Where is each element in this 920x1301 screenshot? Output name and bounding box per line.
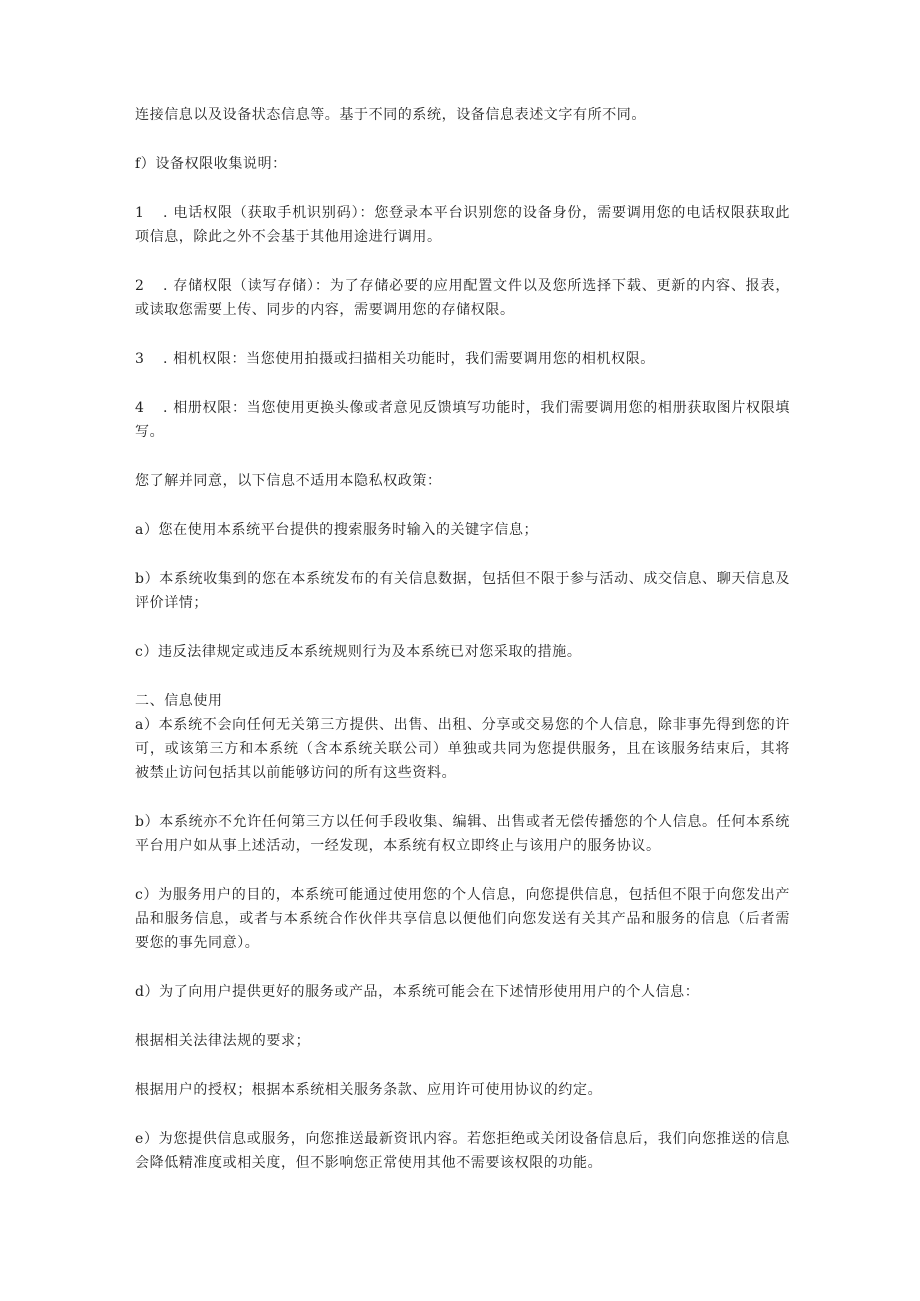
paragraph-use-d: d）为了向用户提供更好的服务或产品，本系统可能会在下述情形使用用户的个人信息：: [135, 984, 700, 1000]
list-text: . 相机权限：当您使用拍摄或扫描相关功能时，我们需要调用您的相机权限。: [163, 351, 655, 367]
list-text: . 存储权限（读写存储）：为了存储必要的应用配置文件以及您所选择下载、更新的内容、报表，或读取您需要上传、同步的内容，需要调用您的存储权限。: [135, 278, 790, 318]
paragraph-use-d-item-1: 根据相关法律法规的要求；: [135, 1033, 311, 1049]
section-heading-info-use: 二、信息使用: [135, 693, 223, 709]
paragraph-use-a: a）本系统不会向任何无关第三方提供、出售、出租、分享或交易您的个人信息，除非事先得到您的许可，或该第三方和本系统（含本系统关联公司）单独或共同为您提供服务，且在该服务结束后，其将被禁止访问包括其以前能够访问的所有这些资料。: [135, 717, 790, 781]
list-number: 4: [135, 400, 145, 416]
list-number: 2: [135, 278, 145, 294]
paragraph-album-permission: [135, 396, 790, 444]
list-text: . 电话权限（获取手机识别码）：您登录本平台识别您的设备身份，需要调用您的电话权限获取此项信息，除此之外不会基于其他用途进行调用。: [135, 205, 790, 245]
paragraph-permission-heading: f）设备权限收集说明：: [135, 156, 287, 172]
list-number: 3: [135, 351, 145, 367]
paragraph-use-b: b）本系统亦不允许任何第三方以任何手段收集、编辑、出售或者无偿传播您的个人信息。任何本系统平台用户如从事上述活动，一经发现，本系统有权立即终止与该用户的服务协议。: [135, 814, 790, 854]
paragraph-storage-permission: [135, 274, 790, 322]
paragraph-exclusion-a: a）您在使用本系统平台提供的搜索服务时输入的关键字信息；: [135, 522, 539, 538]
paragraph-use-d-item-2: 根据用户的授权；根据本系统相关服务条款、应用许可使用协议的约定。: [135, 1082, 603, 1098]
list-number: 1: [135, 205, 145, 221]
paragraph-exclusion-b: b）本系统收集到的您在本系统发布的有关信息数据，包括但不限于参与活动、成交信息、聊天信息及评价详情；: [135, 571, 790, 611]
paragraph-use-c: c）为服务用户的目的，本系统可能通过使用您的个人信息，向您提供信息，包括但不限于向您发出产品和服务信息，或者与本系统合作伙伴共享信息以便他们向您发送有关其产品和服务的信息（后者需要您的事先同意）。: [135, 887, 790, 951]
paragraph-device-info-tail: 连接信息以及设备状态信息等。基于不同的系统，设备信息表述文字有所不同。: [135, 107, 646, 123]
paragraph-exclusions-intro: 您了解并同意，以下信息不适用本隐私权政策：: [135, 473, 442, 489]
paragraph-use-e: e）为您提供信息或服务，向您推送最新资讯内容。若您拒绝或关闭设备信息后，我们向您推送的信息会降低精准度或相关度，但不影响您正常使用其他不需要该权限的功能。: [135, 1131, 790, 1171]
paragraph-camera-permission: [135, 347, 790, 371]
document-body: [135, 103, 790, 1200]
list-text: . 相册权限：当您使用更换头像或者意见反馈填写功能时，我们需要调用您的相册获取图片权限填写。: [135, 400, 790, 440]
paragraph-exclusion-c: c）违反法律规定或违反本系统规则行为及本系统已对您采取的措施。: [135, 644, 582, 660]
paragraph-phone-permission: [135, 201, 790, 249]
